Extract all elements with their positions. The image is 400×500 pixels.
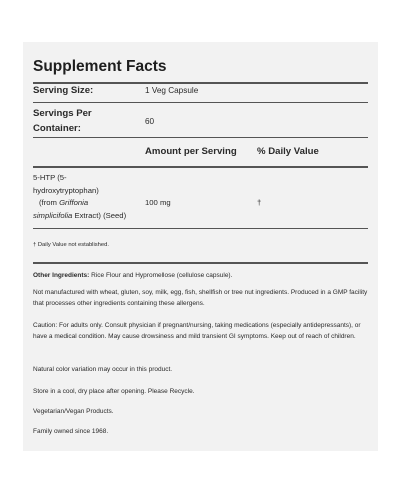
- other-ingredients-text: Rice Flour and Hypromellose (cellulose capsule).: [89, 272, 233, 279]
- other-ingredients-label: Other Ingredients:: [33, 272, 90, 279]
- ingredient-line3: [33, 197, 148, 210]
- servings-label-line2: Container:: [33, 123, 81, 134]
- servings-label-line1: Servings Per: [33, 108, 92, 119]
- ingredient-line4-suffix: Extract) (Seed): [72, 210, 127, 220]
- serving-size-value: 1 Veg Capsule: [145, 86, 199, 95]
- caution-notice: Caution: For adults only. Consult physician if pregnant/nursing, taking medications (especially antidepressants), or have a medical condition. May cause drowsiness and mild transient GI symptoms. Keep out of reach of children.: [33, 322, 361, 341]
- ingredient-daily-value: †: [257, 198, 262, 207]
- page-title: Supplement Facts: [33, 58, 167, 75]
- footnote: † Daily Value not established.: [33, 242, 109, 248]
- header-rule: [33, 166, 368, 168]
- supplement-facts-panel: [23, 42, 378, 451]
- color-notice: Natural color variation may occur in this product.: [33, 366, 173, 373]
- amount-per-serving-header: Amount per Serving: [145, 146, 237, 157]
- ingredient-genus: Griffonia: [59, 198, 89, 207]
- storage-notice: Store in a cool, dry place after opening. Please Recycle.: [33, 388, 195, 395]
- ingredient-line3-prefix: (from: [39, 198, 60, 207]
- ingredient-amount: 100 mg: [145, 198, 171, 207]
- vegan-notice: Vegetarian/Vegan Products.: [33, 408, 114, 415]
- footnote-rule: [33, 262, 368, 264]
- daily-value-header: % Daily Value: [257, 146, 319, 157]
- allergen-notice: Not manufactured with wheat, gluten, soy, milk, egg, fish, shellfish or tree nut ingredients. Produced in a GMP facility that processes other ingredients containing these allergens.: [33, 289, 368, 308]
- servings-per-container-value: 60: [145, 117, 155, 126]
- ingredient-species: simplicifolia: [33, 210, 73, 220]
- divider: [33, 228, 368, 229]
- serving-size-label: Serving Size:: [33, 85, 94, 96]
- ingredient-line4: [33, 210, 148, 223]
- family-notice: Family owned since 1968.: [33, 428, 109, 435]
- other-ingredients: [33, 270, 368, 281]
- servings-per-container-label: [33, 106, 92, 136]
- divider: [33, 137, 368, 138]
- ingredient-line1: 5-HTP (5-: [33, 173, 67, 182]
- ingredient-name: [33, 172, 148, 222]
- ingredient-line2: hydroxytryptophan): [33, 185, 99, 195]
- divider: [33, 102, 368, 103]
